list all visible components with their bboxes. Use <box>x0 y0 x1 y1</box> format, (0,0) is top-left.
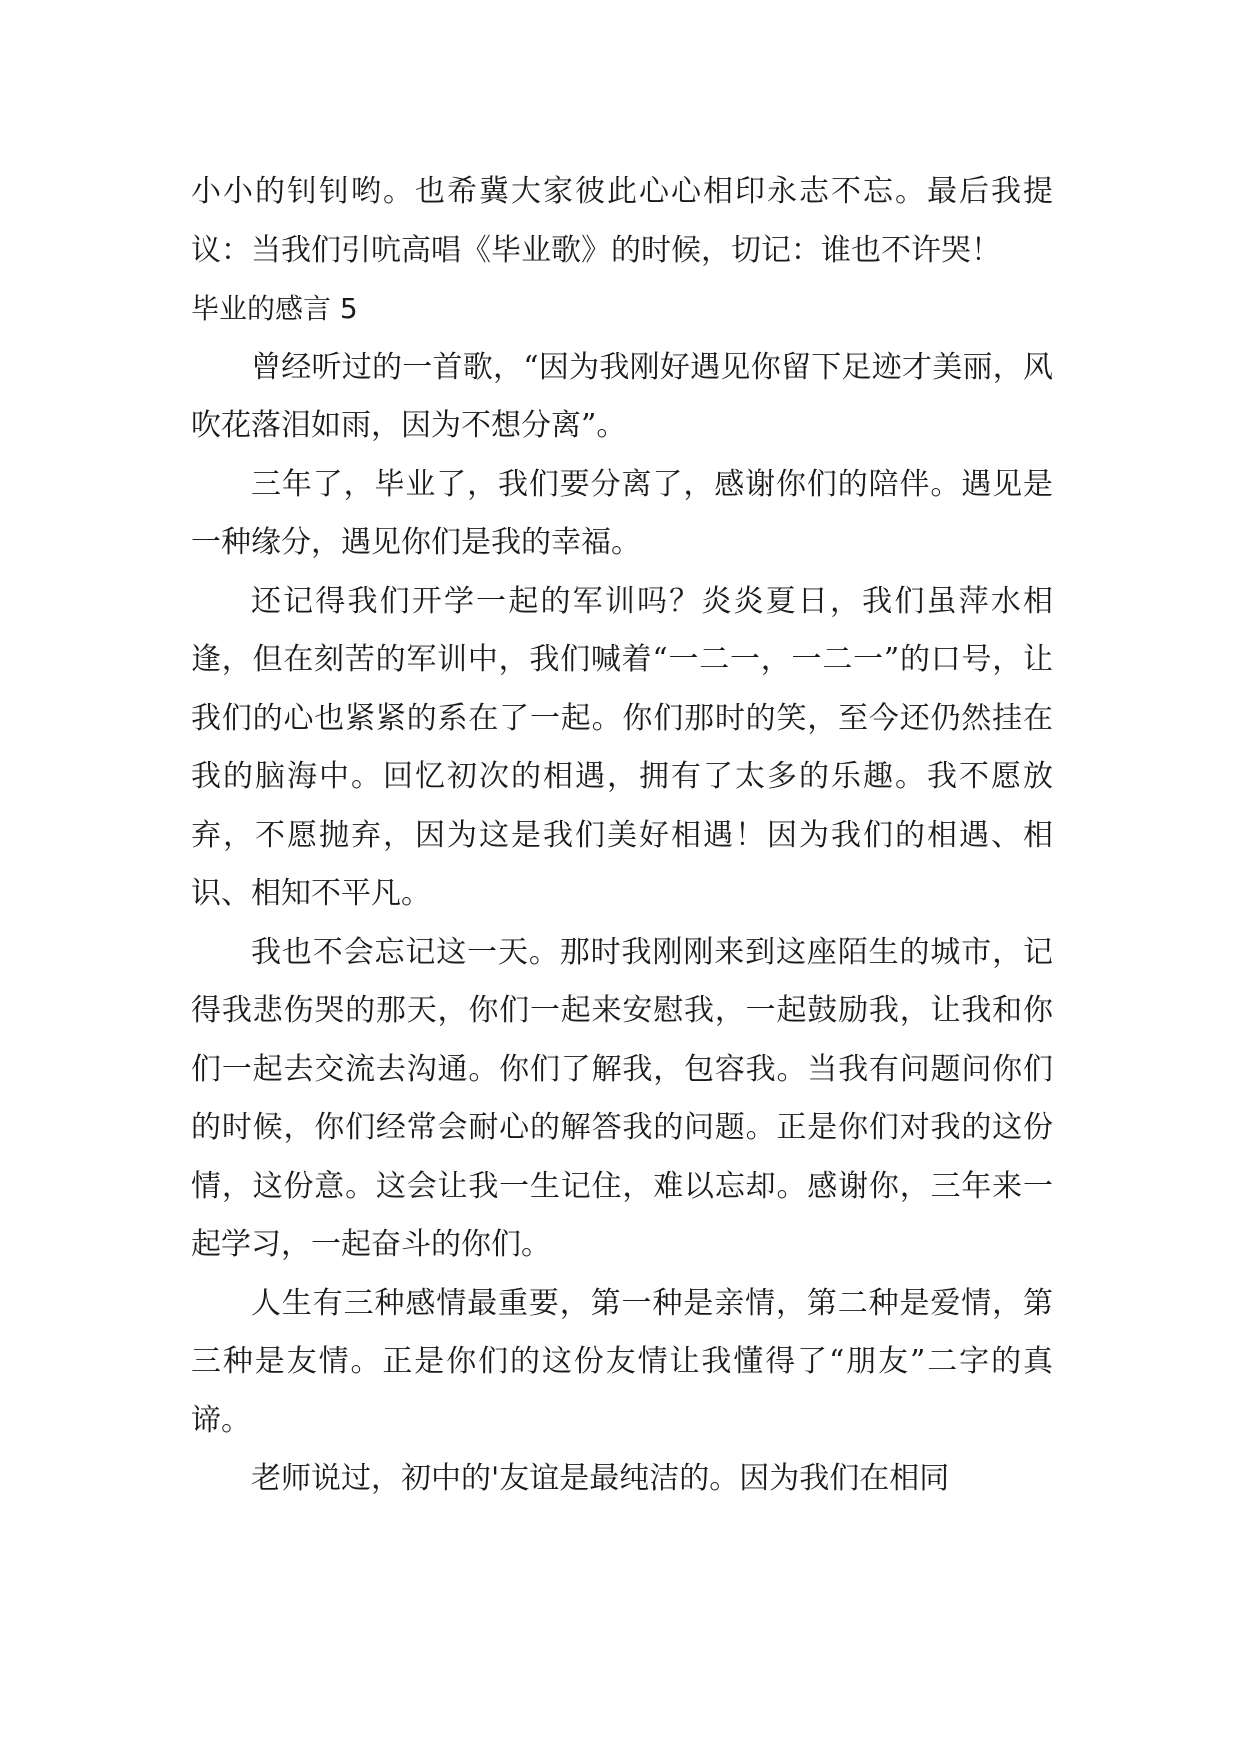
document-page <box>191 163 1053 1509</box>
continuation-paragraph: 小小的钊钊哟。也希冀大家彼此心心相印永志不忘。最后我提议：当我们引吭高唱《毕业歌》的时候，切记：谁也不许哭！ <box>191 174 1053 268</box>
paragraph-2: 三年了，毕业了，我们要分离了，感谢你们的陪伴。遇见是一种缘分，遇见你们是我的幸福。 <box>191 466 1053 560</box>
paragraph-5: 人生有三种感情最重要，第一种是亲情，第二种是爱情，第三种是友情。正是你们的这份友情让我懂得了“朋友”二字的真谛。 <box>191 1285 1053 1438</box>
section-title: 毕业的感言 5 <box>191 292 358 325</box>
paragraph-1: 曾经听过的一首歌，“因为我刚好遇见你留下足迹才美丽，风吹花落泪如雨，因为不想分离”。 <box>191 349 1053 443</box>
paragraph-3: 还记得我们开学一起的军训吗？炎炎夏日，我们虽萍水相逢，但在刻苦的军训中，我们喊着“一二一，一二一”的口号，让我们的心也紧紧的系在了一起。你们那时的笑，至今还仍然挂在我的脑海中。回忆初次的相遇，拥有了太多的乐趣。我不愿放弃，不愿抛弃，因为这是我们美好相遇！因为我们的相遇、相识、相知不平凡。 <box>191 583 1053 911</box>
paragraph-6: 老师说过，初中的'友谊是最纯洁的。因为我们在相同 <box>251 1461 950 1496</box>
paragraph-4: 我也不会忘记这一天。那时我刚刚来到这座陌生的城市，记得我悲伤哭的那天，你们一起来安慰我，一起鼓励我，让我和你们一起去交流去沟通。你们了解我，包容我。当我有问题问你们的时候，你们经常会耐心的解答我的问题。正是你们对我的这份情，这份意。这会让我一生记住，难以忘却。感谢你，三年来一起学习，一起奋斗的你们。 <box>191 934 1053 1262</box>
